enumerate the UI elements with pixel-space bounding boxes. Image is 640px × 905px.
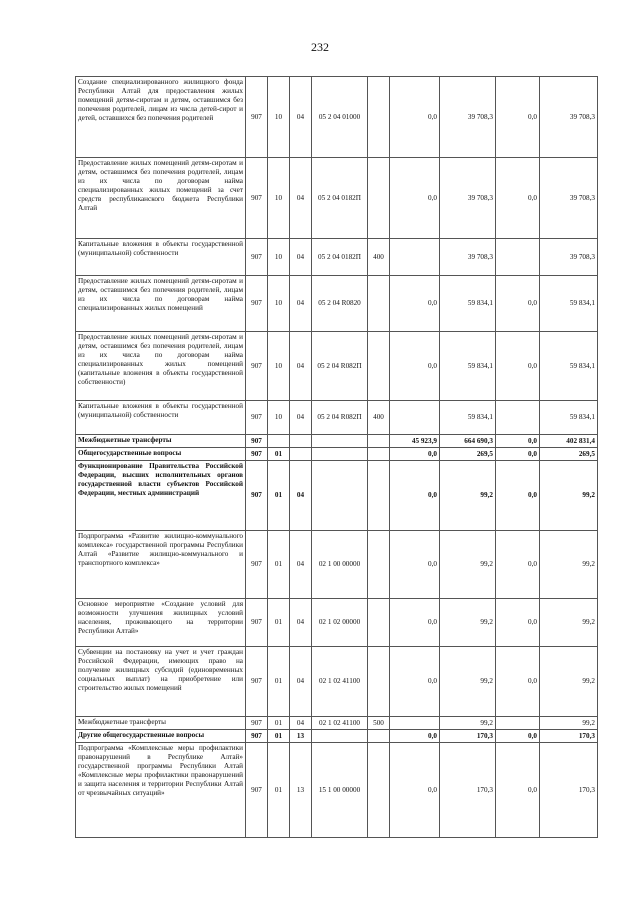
grbs-cell: 907 [246, 531, 268, 599]
amount-3-cell [496, 717, 540, 730]
section-cell: 10 [268, 158, 290, 239]
table-row [76, 276, 598, 332]
section-cell: 01 [268, 717, 290, 730]
expense-type-cell [368, 77, 390, 158]
row-name: Предоставление жилых помещений детям-сиротам и детям, оставшимся без попечения родителей, лицам из их числа по договорам найма специализированных жилых помещений [76, 276, 246, 332]
grbs-cell: 907 [246, 332, 268, 401]
amount-3-cell [496, 239, 540, 276]
target-article-cell: 05 2 04 R0820 [312, 276, 368, 332]
table-row [76, 647, 598, 717]
row-name: Капитальные вложения в объекты государственной (муниципальной) собственности [76, 239, 246, 276]
expense-type-cell [368, 461, 390, 531]
row-name: Предоставление жилых помещений детям-сиротам и детям, оставшимся без попечения родителей, лицам из их числа по договорам найма специализированных жилых помещений (капитальные вложения в объекты государственной собственности) [76, 332, 246, 401]
amount-1-cell: 0,0 [390, 77, 440, 158]
grbs-cell: 907 [246, 448, 268, 461]
amount-2-cell: 170,3 [440, 743, 496, 838]
amount-2-cell: 59 834,1 [440, 276, 496, 332]
subsection-cell [290, 435, 312, 448]
table-row [76, 239, 598, 276]
grbs-cell: 907 [246, 276, 268, 332]
target-article-cell [312, 730, 368, 743]
table-row [76, 730, 598, 743]
amount-2-cell: 39 708,3 [440, 77, 496, 158]
target-article-cell: 02 1 00 00000 [312, 531, 368, 599]
subsection-cell: 04 [290, 239, 312, 276]
amount-1-cell: 0,0 [390, 461, 440, 531]
row-name: Субвенции на постановку на учет и учет граждан Российской Федерации, имеющих право на получение жилищных субсидий (единовременных социальных выплат) на приобретение или строительство жилых помещений [76, 647, 246, 717]
amount-1-cell [390, 401, 440, 435]
page-number: 232 [311, 40, 329, 54]
amount-1-cell: 0,0 [390, 599, 440, 647]
row-name: Основное мероприятие «Создание условий для возможности улучшения жилищных условий населения, проживающего на территории Республики Алтай» [76, 599, 246, 647]
table-row [76, 401, 598, 435]
subsection-cell: 04 [290, 531, 312, 599]
section-cell: 01 [268, 461, 290, 531]
amount-3-cell: 0,0 [496, 158, 540, 239]
expense-type-cell: 400 [368, 239, 390, 276]
row-name: Капитальные вложения в объекты государственной (муниципальной) собственности [76, 401, 246, 435]
amount-2-cell: 99,2 [440, 599, 496, 647]
expense-type-cell [368, 647, 390, 717]
amount-2-cell: 99,2 [440, 461, 496, 531]
subsection-cell: 04 [290, 276, 312, 332]
section-cell: 10 [268, 239, 290, 276]
expense-type-cell [368, 743, 390, 838]
amount-3-cell: 0,0 [496, 276, 540, 332]
amount-2-cell: 664 690,3 [440, 435, 496, 448]
amount-4-cell: 59 834,1 [540, 276, 598, 332]
amount-2-cell: 99,2 [440, 531, 496, 599]
table-row [76, 717, 598, 730]
amount-4-cell: 99,2 [540, 461, 598, 531]
amount-1-cell: 0,0 [390, 730, 440, 743]
grbs-cell: 907 [246, 743, 268, 838]
table-row [76, 332, 598, 401]
table-row [76, 158, 598, 239]
target-article-cell: 02 1 02 41100 [312, 647, 368, 717]
amount-4-cell: 170,3 [540, 743, 598, 838]
section-cell: 01 [268, 531, 290, 599]
amount-1-cell: 0,0 [390, 448, 440, 461]
expense-type-cell [368, 332, 390, 401]
grbs-cell: 907 [246, 717, 268, 730]
amount-1-cell: 0,0 [390, 647, 440, 717]
amount-2-cell: 170,3 [440, 730, 496, 743]
section-cell: 10 [268, 77, 290, 158]
amount-1-cell: 0,0 [390, 158, 440, 239]
target-article-cell: 05 2 04 0182П [312, 158, 368, 239]
grbs-cell: 907 [246, 730, 268, 743]
target-article-cell [312, 435, 368, 448]
expense-type-cell [368, 435, 390, 448]
target-article-cell [312, 448, 368, 461]
amount-2-cell: 99,2 [440, 647, 496, 717]
amount-2-cell: 39 708,3 [440, 158, 496, 239]
target-article-cell: 05 2 04 R082П [312, 401, 368, 435]
amount-3-cell: 0,0 [496, 531, 540, 599]
amount-3-cell [496, 401, 540, 435]
expense-type-cell: 500 [368, 717, 390, 730]
expense-type-cell: 400 [368, 401, 390, 435]
section-cell: 01 [268, 448, 290, 461]
subsection-cell [290, 448, 312, 461]
subsection-cell: 04 [290, 158, 312, 239]
amount-4-cell: 402 831,4 [540, 435, 598, 448]
target-article-cell [312, 461, 368, 531]
amount-4-cell: 99,2 [540, 531, 598, 599]
expense-type-cell [368, 158, 390, 239]
subsection-cell: 04 [290, 401, 312, 435]
section-cell: 01 [268, 647, 290, 717]
row-name: Создание специализированного жилищного фонда Республики Алтай для предоставления жилых помещений детям-сиротам и детям, оставшимся без попечения родителей, лицам из числа детей-сирот и детей, оставшихся без попечения родителей [76, 77, 246, 158]
row-name: Подпрограмма «Комплексные меры профилактики правонарушений в Республике Алтай» государственной программы Республики Алтай «Комплексные меры профилактики правонарушений и защита населения и территории Республики Алтай от чрезвычайных ситуаций» [76, 743, 246, 838]
grbs-cell: 907 [246, 77, 268, 158]
amount-3-cell: 0,0 [496, 448, 540, 461]
amount-1-cell [390, 239, 440, 276]
row-name: Функционирование Правительства Российской Федерации, высших исполнительных органов государственной власти субъектов Российской Федерации, местных администраций [76, 461, 246, 531]
amount-2-cell: 99,2 [440, 717, 496, 730]
grbs-cell: 907 [246, 461, 268, 531]
target-article-cell: 02 1 02 41100 [312, 717, 368, 730]
amount-3-cell: 0,0 [496, 647, 540, 717]
amount-1-cell: 0,0 [390, 332, 440, 401]
amount-1-cell: 0,0 [390, 743, 440, 838]
amount-2-cell: 269,5 [440, 448, 496, 461]
target-article-cell: 05 2 04 R082П [312, 332, 368, 401]
expense-type-cell [368, 531, 390, 599]
amount-4-cell: 39 708,3 [540, 239, 598, 276]
amount-1-cell: 0,0 [390, 276, 440, 332]
section-cell: 01 [268, 743, 290, 838]
amount-3-cell: 0,0 [496, 332, 540, 401]
subsection-cell: 04 [290, 717, 312, 730]
table-row [76, 77, 598, 158]
amount-3-cell: 0,0 [496, 461, 540, 531]
grbs-cell: 907 [246, 647, 268, 717]
row-name: Предоставление жилых помещений детям-сиротам и детям, оставшимся без попечения родителей, лицам из их числа по договорам найма специализированных жилых помещений за счет средств республиканского бюджета Республики Алтай [76, 158, 246, 239]
amount-3-cell: 0,0 [496, 599, 540, 647]
amount-1-cell: 0,0 [390, 531, 440, 599]
table-row [76, 448, 598, 461]
subsection-cell: 04 [290, 647, 312, 717]
section-cell: 10 [268, 401, 290, 435]
grbs-cell: 907 [246, 239, 268, 276]
row-name: Общегосударственные вопросы [76, 448, 246, 461]
section-cell: 10 [268, 332, 290, 401]
amount-4-cell: 39 708,3 [540, 158, 598, 239]
amount-4-cell: 39 708,3 [540, 77, 598, 158]
table-row [76, 435, 598, 448]
table-row [76, 743, 598, 838]
amount-4-cell: 59 834,1 [540, 401, 598, 435]
amount-3-cell: 0,0 [496, 435, 540, 448]
amount-2-cell: 39 708,3 [440, 239, 496, 276]
row-name: Межбюджетные трансферты [76, 717, 246, 730]
amount-1-cell [390, 717, 440, 730]
amount-2-cell: 59 834,1 [440, 401, 496, 435]
subsection-cell: 04 [290, 599, 312, 647]
expense-type-cell [368, 276, 390, 332]
amount-3-cell: 0,0 [496, 743, 540, 838]
expense-type-cell [368, 448, 390, 461]
amount-1-cell: 45 923,9 [390, 435, 440, 448]
amount-3-cell: 0,0 [496, 77, 540, 158]
table-row [76, 461, 598, 531]
row-name: Подпрограмма «Развитие жилищно-коммунального комплекса» государственной программы Республики Алтай «Развитие жилищно-коммунального и транспортного комплекса» [76, 531, 246, 599]
grbs-cell: 907 [246, 599, 268, 647]
grbs-cell: 907 [246, 158, 268, 239]
expense-type-cell [368, 730, 390, 743]
table-row [76, 531, 598, 599]
section-cell [268, 435, 290, 448]
expense-type-cell [368, 599, 390, 647]
row-name: Межбюджетные трансферты [76, 435, 246, 448]
amount-3-cell: 0,0 [496, 730, 540, 743]
amount-4-cell: 99,2 [540, 647, 598, 717]
target-article-cell: 15 1 00 00000 [312, 743, 368, 838]
grbs-cell: 907 [246, 401, 268, 435]
amount-4-cell: 99,2 [540, 599, 598, 647]
subsection-cell: 04 [290, 461, 312, 531]
subsection-cell: 04 [290, 77, 312, 158]
target-article-cell: 02 1 02 00000 [312, 599, 368, 647]
section-cell: 10 [268, 276, 290, 332]
amount-4-cell: 269,5 [540, 448, 598, 461]
amount-4-cell: 99,2 [540, 717, 598, 730]
amount-2-cell: 59 834,1 [440, 332, 496, 401]
row-name: Другие общегосударственные вопросы [76, 730, 246, 743]
grbs-cell: 907 [246, 435, 268, 448]
amount-4-cell: 170,3 [540, 730, 598, 743]
subsection-cell: 04 [290, 332, 312, 401]
table-row [76, 599, 598, 647]
subsection-cell: 13 [290, 743, 312, 838]
budget-table [75, 76, 598, 838]
section-cell: 01 [268, 730, 290, 743]
subsection-cell: 13 [290, 730, 312, 743]
target-article-cell: 05 2 04 01000 [312, 77, 368, 158]
target-article-cell: 05 2 04 0182П [312, 239, 368, 276]
amount-4-cell: 59 834,1 [540, 332, 598, 401]
section-cell: 01 [268, 599, 290, 647]
